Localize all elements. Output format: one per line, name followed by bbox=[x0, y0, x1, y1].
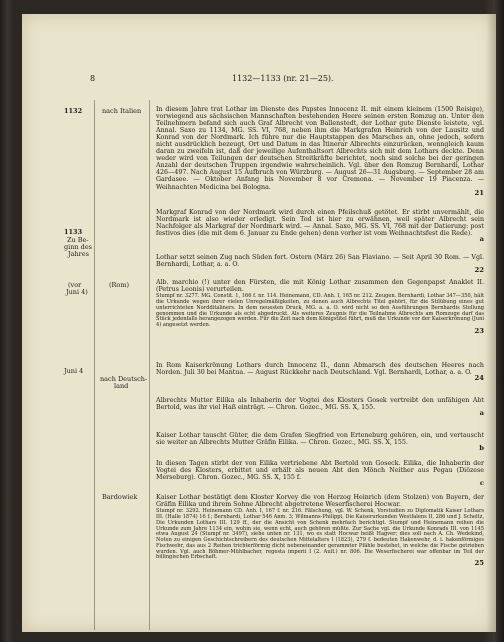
margin-note-line1: Zu Be- bbox=[67, 236, 89, 244]
entry-number: a bbox=[479, 235, 484, 244]
entry-text: Kaiser Lothar bestätigt dem Kloster Korvey die von Herzog Heinrich (dem Stolzen) von Bayern, der Gräfin Eilika und ihrem Sohne Albrecht abgetretene Weserfischerei Hocwar. bbox=[156, 494, 484, 509]
margin-place-italien: nach Italien bbox=[102, 107, 142, 115]
entry-24 bbox=[156, 362, 484, 383]
entry-number: 25 bbox=[474, 559, 484, 568]
entry-number: b bbox=[479, 444, 484, 453]
margin-place-deutschland-1: nach Deutsch- bbox=[100, 375, 148, 383]
margin-date-vor: (vor bbox=[68, 281, 82, 289]
entry-24a bbox=[156, 397, 484, 418]
entry-21a bbox=[156, 209, 484, 244]
margin-year-1132: 1132 bbox=[64, 107, 83, 115]
entry-text: In Rom Kaiserkrönung Lothars durch Innocenz II., dann Abmarsch des deutschen Heeres nach Norden. Juli 30 bei Mantua. — August Rückkehr nach Deutschland. Vgl. Bernhardi, Lothar, a. a. O. bbox=[156, 362, 484, 377]
entry-text: Markgraf Konrad von der Nordmark wird durch einen Pfeilschuß getötet. Er stirbt unvermählt, die Nordmark ist also wieder erledigt. Sein Tod ist hier zu erwähnen, weil später Albrecht sein Nachfolger als Markgraf der Nordmark wird. — Annal. Saxo, MG. SS. VI, 768 mit der Datierung: post festivos dies (die mit dem 6. Januar zu Ende gehen) denn vorher ist vom Weihnachtsfest die Rede). bbox=[156, 209, 484, 238]
margin-year-1133: 1133 bbox=[64, 228, 83, 236]
margin-place-rom: (Rom) bbox=[109, 281, 130, 289]
entry-text: Alb. marchio (!) unter den Fürsten, die mit König Lothar zusammen den Gegenpapst Anaklet II. (Petrus Leonis) verurteilen. bbox=[156, 279, 484, 294]
margin-date-juni4b: Juni 4 bbox=[64, 367, 84, 375]
margin-note-line3: Jahres bbox=[68, 250, 89, 258]
entry-text: Kaiser Lothar tauscht Güter, die dem Grafen Siegfried von Erteneburg gehören, ein, und vertauscht sie weiter an Albrechts Mutter Gräfin Eilika. — Chron. Gozec., MG. SS. X, 155. bbox=[156, 432, 484, 447]
entry-number: 22 bbox=[474, 266, 484, 275]
entry-number: 24 bbox=[474, 374, 484, 383]
entry-note: Stumpf nr. 3292. Heinemann CD. Anh. I, 167 f. nr. 216. Fälschung, vgl. W. Schenk, Vorstudien zu Diplomatik Kaiser Lothars III. (Halle 1874) 16 f.; Bernhardi, Lothar 546 Anm. 3; Wilmanns-Philippi, Die Kaiserurkunden Westfalens II, 286 und J. Scheltz, Die Urkunden Lothars III. 129 ff., der die Ansicht von Schenk mehrfach berichtigt. Stumpf und Heinemann reihen die Urkunde zum Jahre 1134 ein, wohin sie, wenn echt, auch gehören müßte. Zur Sache vgl. die Urkunde Konrads III. von 1145 etwa August 24 (Stumpf nr. 3497), siehe unten nr. 131, wo es statt Hocwar heißt Hagver; dies soll nach A. Ch. Wedekind, Noten zu einigen Geschichtschreibern des deutschen Mittelalters I (1823), 279 f. bedeuten Hakenwehr, d. i. hakenförmiges Fischwehr, das aus 2 Reihen trichterförmig dicht nebeneinander gerammter Pfähle bestehet, in welche die Fische getrieben wurden. Vgl. auch Böhmer-Mühlbacher, regesta imperii I (2. Aufl.) nr. 806. Die Weserfischerei war offenbar im Teil der billingischen Erbschaft. bbox=[156, 508, 484, 561]
margin-note-line2: ginn des bbox=[64, 243, 93, 251]
entry-number: a bbox=[479, 409, 484, 418]
entry-text: Lothar setzt seinen Zug nach Süden fort. Ostern (März 26) San Flaviano. — Seit April 30 Rom. — Vgl. Bernhardi, Lothar, a. a. O. bbox=[156, 254, 484, 269]
entry-25 bbox=[156, 494, 484, 568]
entry-text: In diesen Tagen stirbt der von Eilika vertriebene Abt Bertold von Goseck. Eilika, die Inhaberin der Vogtei des Klosters, erbittet und erhält als neuen Abt den Mönch Neither aus Pegau (Diözese Merseburg). Chron. Gozec., MG. SS. X, 155 f. bbox=[156, 460, 484, 482]
entry-number: 23 bbox=[474, 326, 484, 335]
book-page bbox=[22, 14, 496, 632]
entry-23 bbox=[156, 279, 484, 336]
margin-place-deutschland-2: land bbox=[114, 382, 129, 390]
entry-number: 21 bbox=[474, 188, 484, 197]
entry-24b bbox=[156, 432, 484, 453]
margin-place-bardowiek: Bardowiek bbox=[102, 493, 138, 501]
margin-date-juni4: Juni 4) bbox=[66, 288, 88, 296]
column-rule-right bbox=[149, 100, 150, 630]
entry-24c bbox=[156, 460, 484, 488]
entry-note: Stumpf nr. 3277. MG. Constit. 1, 166 f. nr. 114. Heinemann, CD. Anh. I, 165 nr. 212. Zeugen. Bernhardi, Lothar 347—350, hält die Urkunde wegen ihrer vielen Unregelmäßigkeiten, zu denen auch Albrechts Titel gehört, für die Stilübung eines gut unterrichteten Nordditaliners. In dem neuesten Druck, MG. a. a. O. wird nicht so den Ausführungen Bernhardis Stellung genommen und die Urkunde als echt abgedruckt. Als weiteres Zeugnis für die Teilnahme Albrechts am Romzuge darf das Stück jedenfalls herangezogen werden. Für die Zeit nach dem Königstitel führt, muß die Urkunde vor der Kaiserkrönung (Juni 4) angesetzt werden. bbox=[156, 293, 484, 329]
entry-number: c bbox=[479, 479, 484, 488]
entry-21 bbox=[156, 106, 484, 198]
page-edge-shadow bbox=[486, 14, 496, 632]
column-rule-left bbox=[94, 100, 95, 630]
entry-text: Albrechts Mutter Eilika als Inhaberin der Vogtei des Klosters Gosek vertreibt den unfähigen Abt Bertold, was ihr viel Haß einträgt. — Chron. Gozec., MG. SS. X, 155. bbox=[156, 397, 484, 412]
entry-text: In diesem Jahre trat Lothar im Dienste des Papstes Innocenz II. mit einem kleinem (1500 Reisige), vorwiegend aus sächsischen Mannschaften bestehenden Heere seinen ersten Romzug an. Unter den Teilnehmern befand sich auch Graf Albrecht von Ballenstedt, der Lothar gute Dienste leistete, vgl. Annal. Saxo zu 1134, MG. SS. VI, 768, neben ihm die Markgrafen Heinrich von der Lausitz und Konrad von der Nordmark. Ich führe nur die Hauptstappen des Marsches an, ohne jedoch, sofern nicht ausdrücklich bezeugt, Ort und Datum in das Itinerar Albrechts einzurücken, wenngleich kaum daran zu zweifeln ist, daß der jeweilige Aufenthaltsort Albrechts sich mit dem Lothars deckte. Denn weder wird von Teilungen der deutschen Streitkräfte berichtet, noch sind solche bei der geringen Anzahl der deutschen Truppen irgendwie wahrscheinlich. Vgl. über den Romzug Bernhardi, Lothar 426—497. Nach August 15 Aufbruch von Würzburg. — August 26—31 Augsburg. — September 28 am Gardasee. — Oktober Anfang bis November 8 vor Cremona. — November 19 Piacenza. — Weihnachten Medicina bei Bologna. bbox=[156, 106, 484, 191]
running-head bbox=[22, 74, 496, 88]
running-title: 1132—1133 (nr. 21—25). bbox=[232, 74, 334, 83]
entry-22 bbox=[156, 254, 484, 275]
page-number: 8 bbox=[90, 74, 96, 83]
